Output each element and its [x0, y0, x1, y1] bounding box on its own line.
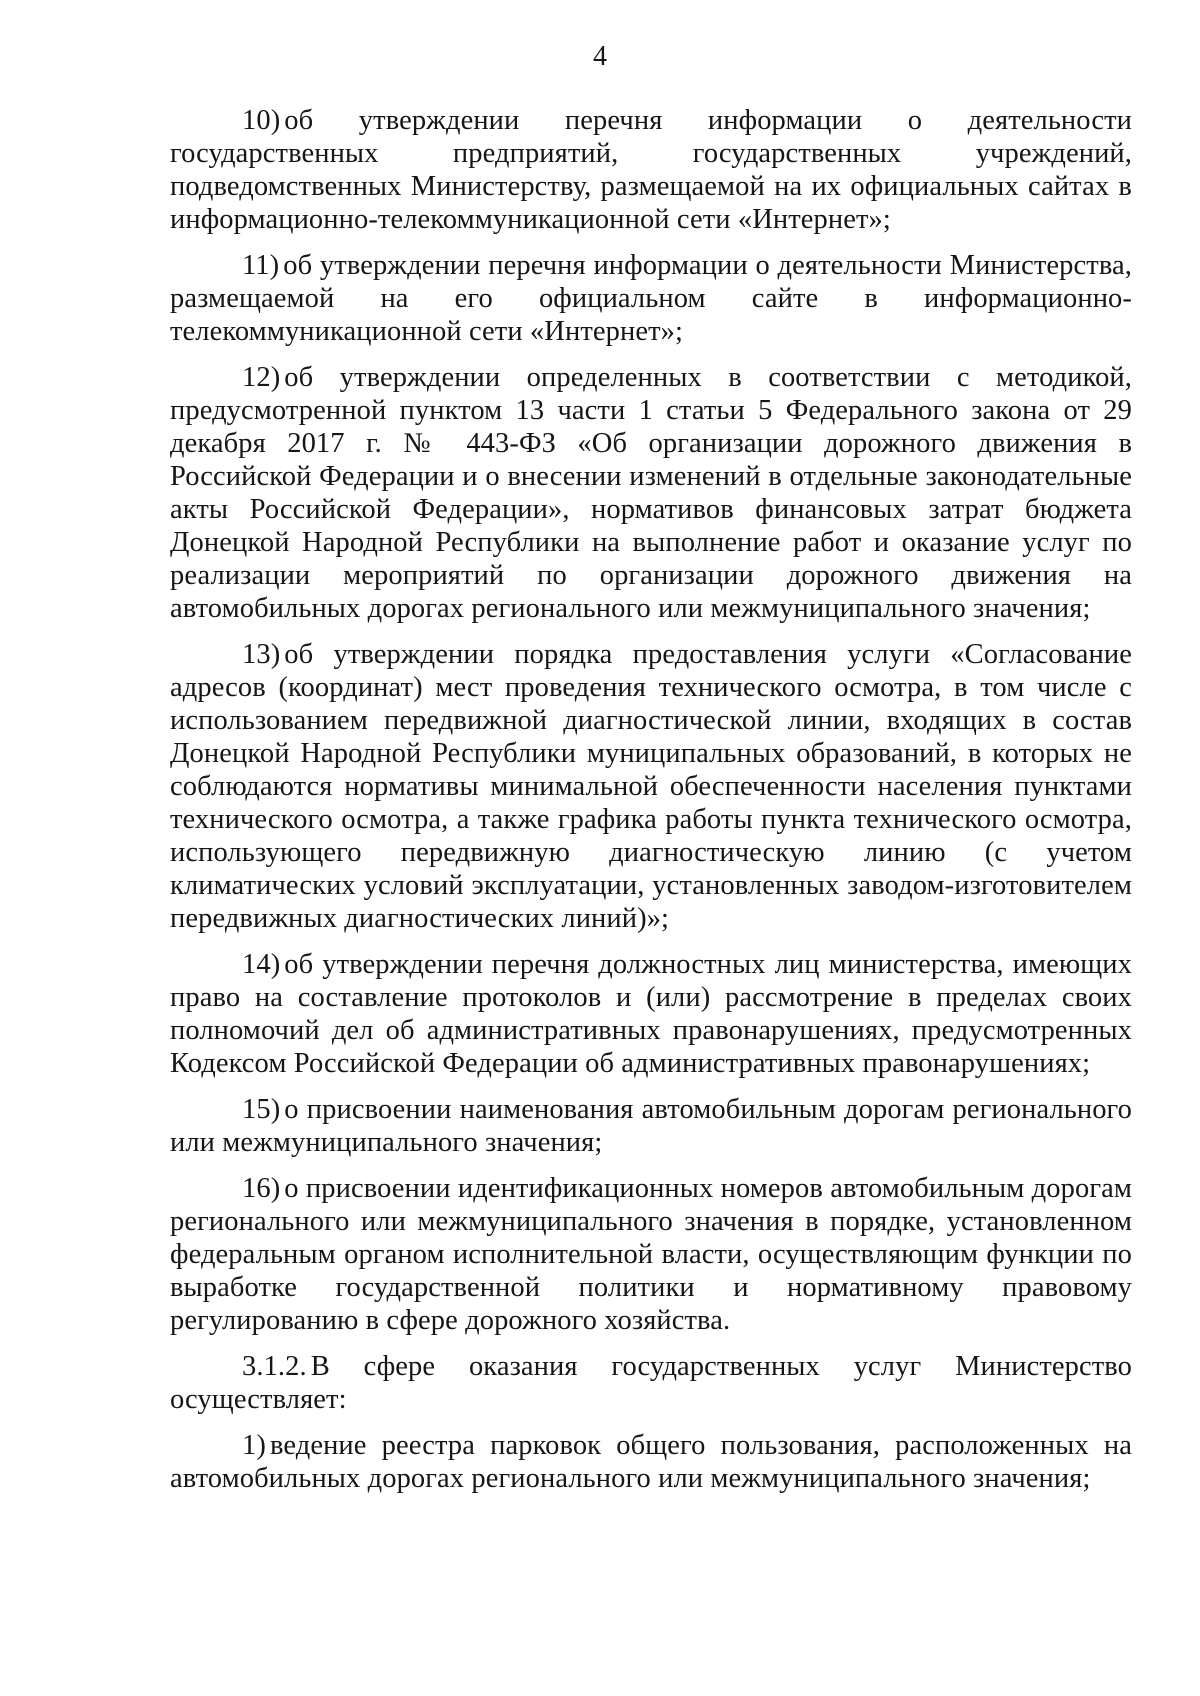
page-number: 4	[593, 41, 607, 72]
item-number: 13)	[242, 639, 281, 670]
item-text: об утверждении порядка предоставления услуги «Согласование адресов (координат) мест проведения технического осмотра, в том числе с использованием передвижной диагностической линии, входящих в состав Донецкой Народной Республики муниципальных образований, в которых не соблюдаются нормативы минимальной обеспеченности населения пунктами технического осмотра, а также графика работы пункта технического осмотра, использующего передвижную диагностическую линию (с учетом климатических условий эксплуатации, установленных заводом-изготовителем передвижных диагностических линий)»;	[170, 639, 1132, 934]
item-number: 10)	[242, 105, 281, 136]
item-text: В сфере оказания государственных услуг Министерство осуществляет:	[170, 1351, 1132, 1415]
section-number: 3.1.2.	[242, 1351, 307, 1382]
item-text: о присвоении идентификационных номеров автомобильным дорогам регионального или межмуниципального значения в порядке, установленном федеральным органом исполнительной власти, осуществляющим функции по выработке государственной политики и нормативному правовому регулированию в сфере дорожного хозяйства.	[170, 1173, 1132, 1336]
document-body	[170, 104, 1132, 1508]
item-text: об утверждении определенных в соответствии с методикой, предусмотренной пунктом 13 части 1 статьи 5 Федерального закона от 29 декабря 2017 г. № 443-ФЗ «Об организации дорожного движения в Российской Федерации и о внесении изменений в отдельные законодательные акты Российской Федерации», нормативов финансовых затрат бюджета Донецкой Народной Республики на выполнение работ и оказание услуг по реализации мероприятий по организации дорожного движения на автомобильных дорогах регионального или межмуниципального значения;	[170, 362, 1132, 624]
item-number: 15)	[242, 1094, 281, 1125]
item-number: 14)	[242, 949, 281, 980]
item-text: ведение реестра парковок общего пользования, расположенных на автомобильных дорогах регионального или межмуниципального значения;	[170, 1430, 1132, 1494]
item-number: 16)	[242, 1173, 281, 1204]
list-item	[170, 1429, 1132, 1495]
item-text: о присвоении наименования автомобильным дорогам регионального или межмуниципального значения;	[170, 1094, 1132, 1158]
list-item	[170, 948, 1132, 1080]
item-number: 11)	[242, 250, 280, 281]
item-number: 12)	[242, 362, 281, 393]
item-number: 1)	[242, 1430, 266, 1461]
list-item	[170, 249, 1132, 348]
item-text: об утверждении перечня информации о деятельности государственных предприятий, государственных учреждений, подведомственных Министерству, размещаемой на их официальных сайтах в информационно-телекоммуникационной сети «Интернет»;	[170, 105, 1132, 235]
item-text: об утверждении перечня информации о деятельности Министерства, размещаемой на его официальном сайте в информационно-телекоммуникационной сети «Интернет»;	[170, 250, 1132, 347]
list-item	[170, 638, 1132, 935]
list-item	[170, 104, 1132, 236]
list-item	[170, 1172, 1132, 1337]
list-item	[170, 1093, 1132, 1159]
item-text: об утверждении перечня должностных лиц министерства, имеющих право на составление протоколов и (или) рассмотрение в пределах своих полномочий дел об административных правонарушениях, предусмотренных Кодексом Российской Федерации об административных правонарушениях;	[170, 949, 1132, 1079]
section-heading-paragraph	[170, 1350, 1132, 1416]
list-item	[170, 361, 1132, 625]
